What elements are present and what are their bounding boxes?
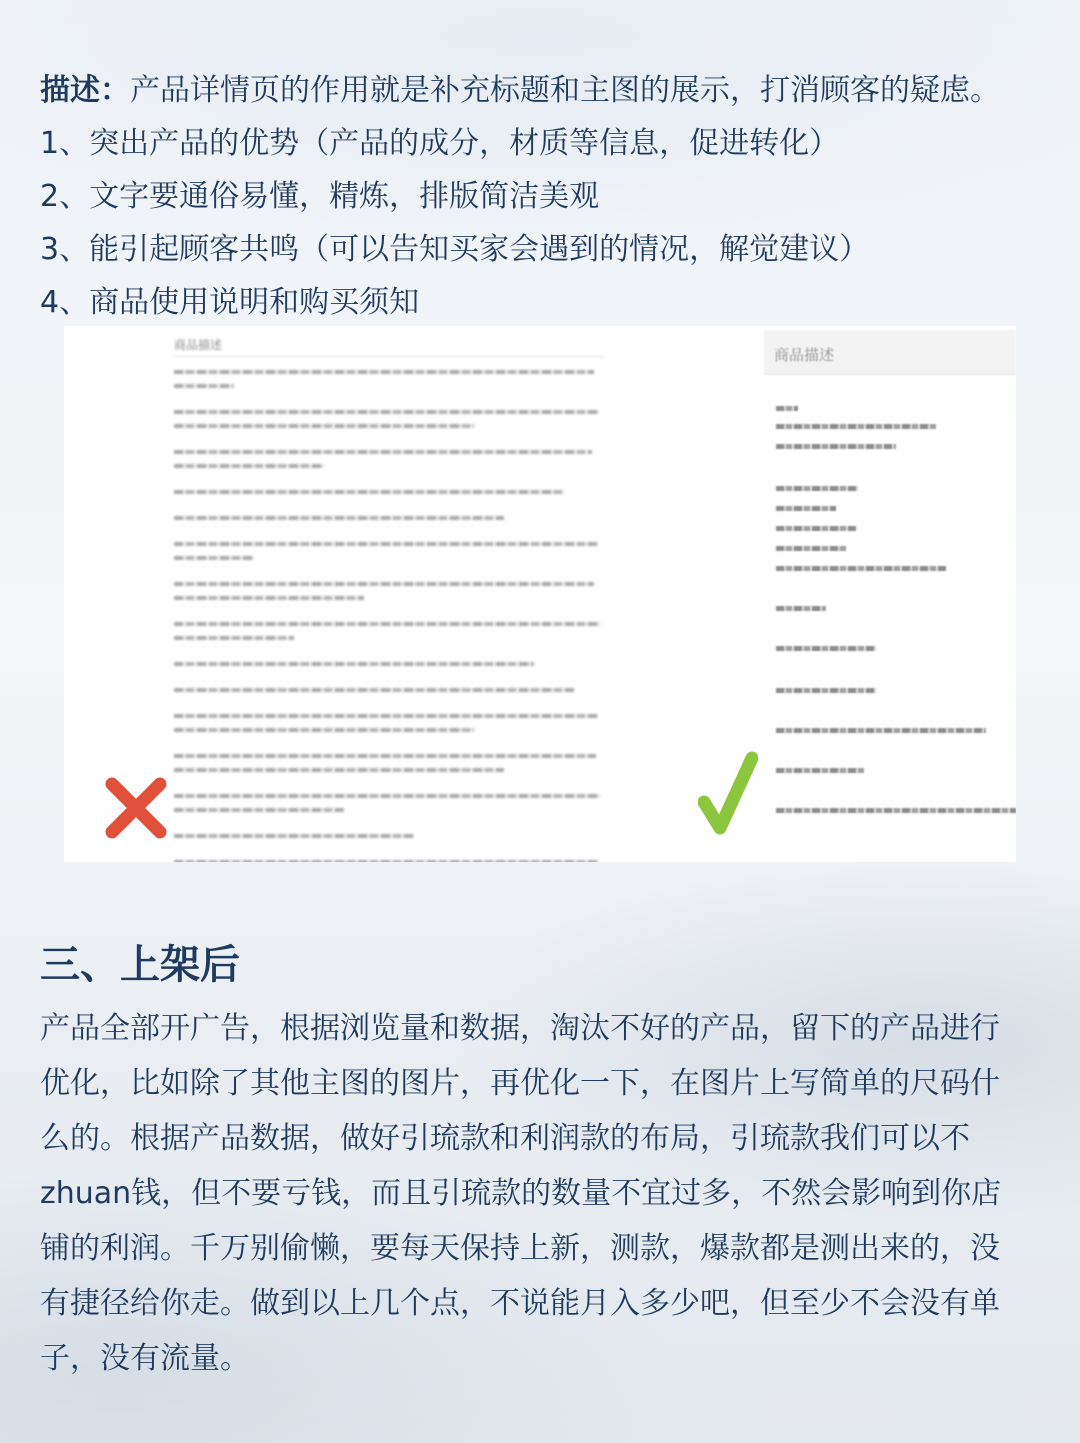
description-text: 产品详情页的作用就是补充标题和主图的展示，打消顾客的疑虑。 xyxy=(130,73,1000,108)
good-example-header xyxy=(764,330,1016,375)
good-example-document xyxy=(764,326,1016,862)
description-line xyxy=(40,64,1060,117)
paragraph-line: 子，没有流量。 xyxy=(40,1341,250,1376)
bad-example-document xyxy=(174,336,604,846)
checkmark-icon xyxy=(698,750,758,836)
point-item: 4、商品使用说明和购买须知 xyxy=(40,285,420,320)
intro-block xyxy=(40,64,1060,329)
paragraph-line: 铺的利润。千万别偷懒，要每天保持上新，测款，爆款都是测出来的，没 xyxy=(40,1231,1000,1266)
point-item: 3、能引起顾客共鸣（可以告知买家会遇到的情况，解觉建议） xyxy=(40,232,870,267)
description-label: 描述： xyxy=(40,73,130,108)
point-item: 2、文字要通俗易懂，精炼，排版简洁美观 xyxy=(40,179,600,214)
cross-icon xyxy=(102,774,170,842)
divider xyxy=(174,356,604,357)
section-paragraph xyxy=(40,1001,1050,1386)
good-example-title: 商品描述 xyxy=(774,346,835,364)
paragraph-line: 优化，比如除了其他主图的图片，再优化一下，在图片上写简单的尺码什 xyxy=(40,1066,1000,1101)
paragraph-line: 么的。根据产品数据，做好引琉款和利润款的布局，引琉款我们可以不 xyxy=(40,1121,970,1156)
section-heading: 三、上架后 xyxy=(40,942,240,988)
bad-example-title: 商品描述 xyxy=(174,338,223,352)
blurred-text-block xyxy=(174,370,604,862)
paragraph-line: 有捷径给你走。做到以上几个点，不说能月入多少吧，但至少不会没有单 xyxy=(40,1286,1000,1321)
paragraph-line: zhuan钱，但不要亏钱，而且引琉款的数量不宜过多，不然会影响到你店 xyxy=(40,1176,1002,1211)
point-item: 1、突出产品的优势（产品的成分，材质等信息，促进转化） xyxy=(40,126,840,161)
paragraph-line: 产品全部开广告，根据浏览量和数据，淘汰不好的产品，留下的产品进行 xyxy=(40,1011,1000,1046)
example-image xyxy=(64,326,1016,862)
